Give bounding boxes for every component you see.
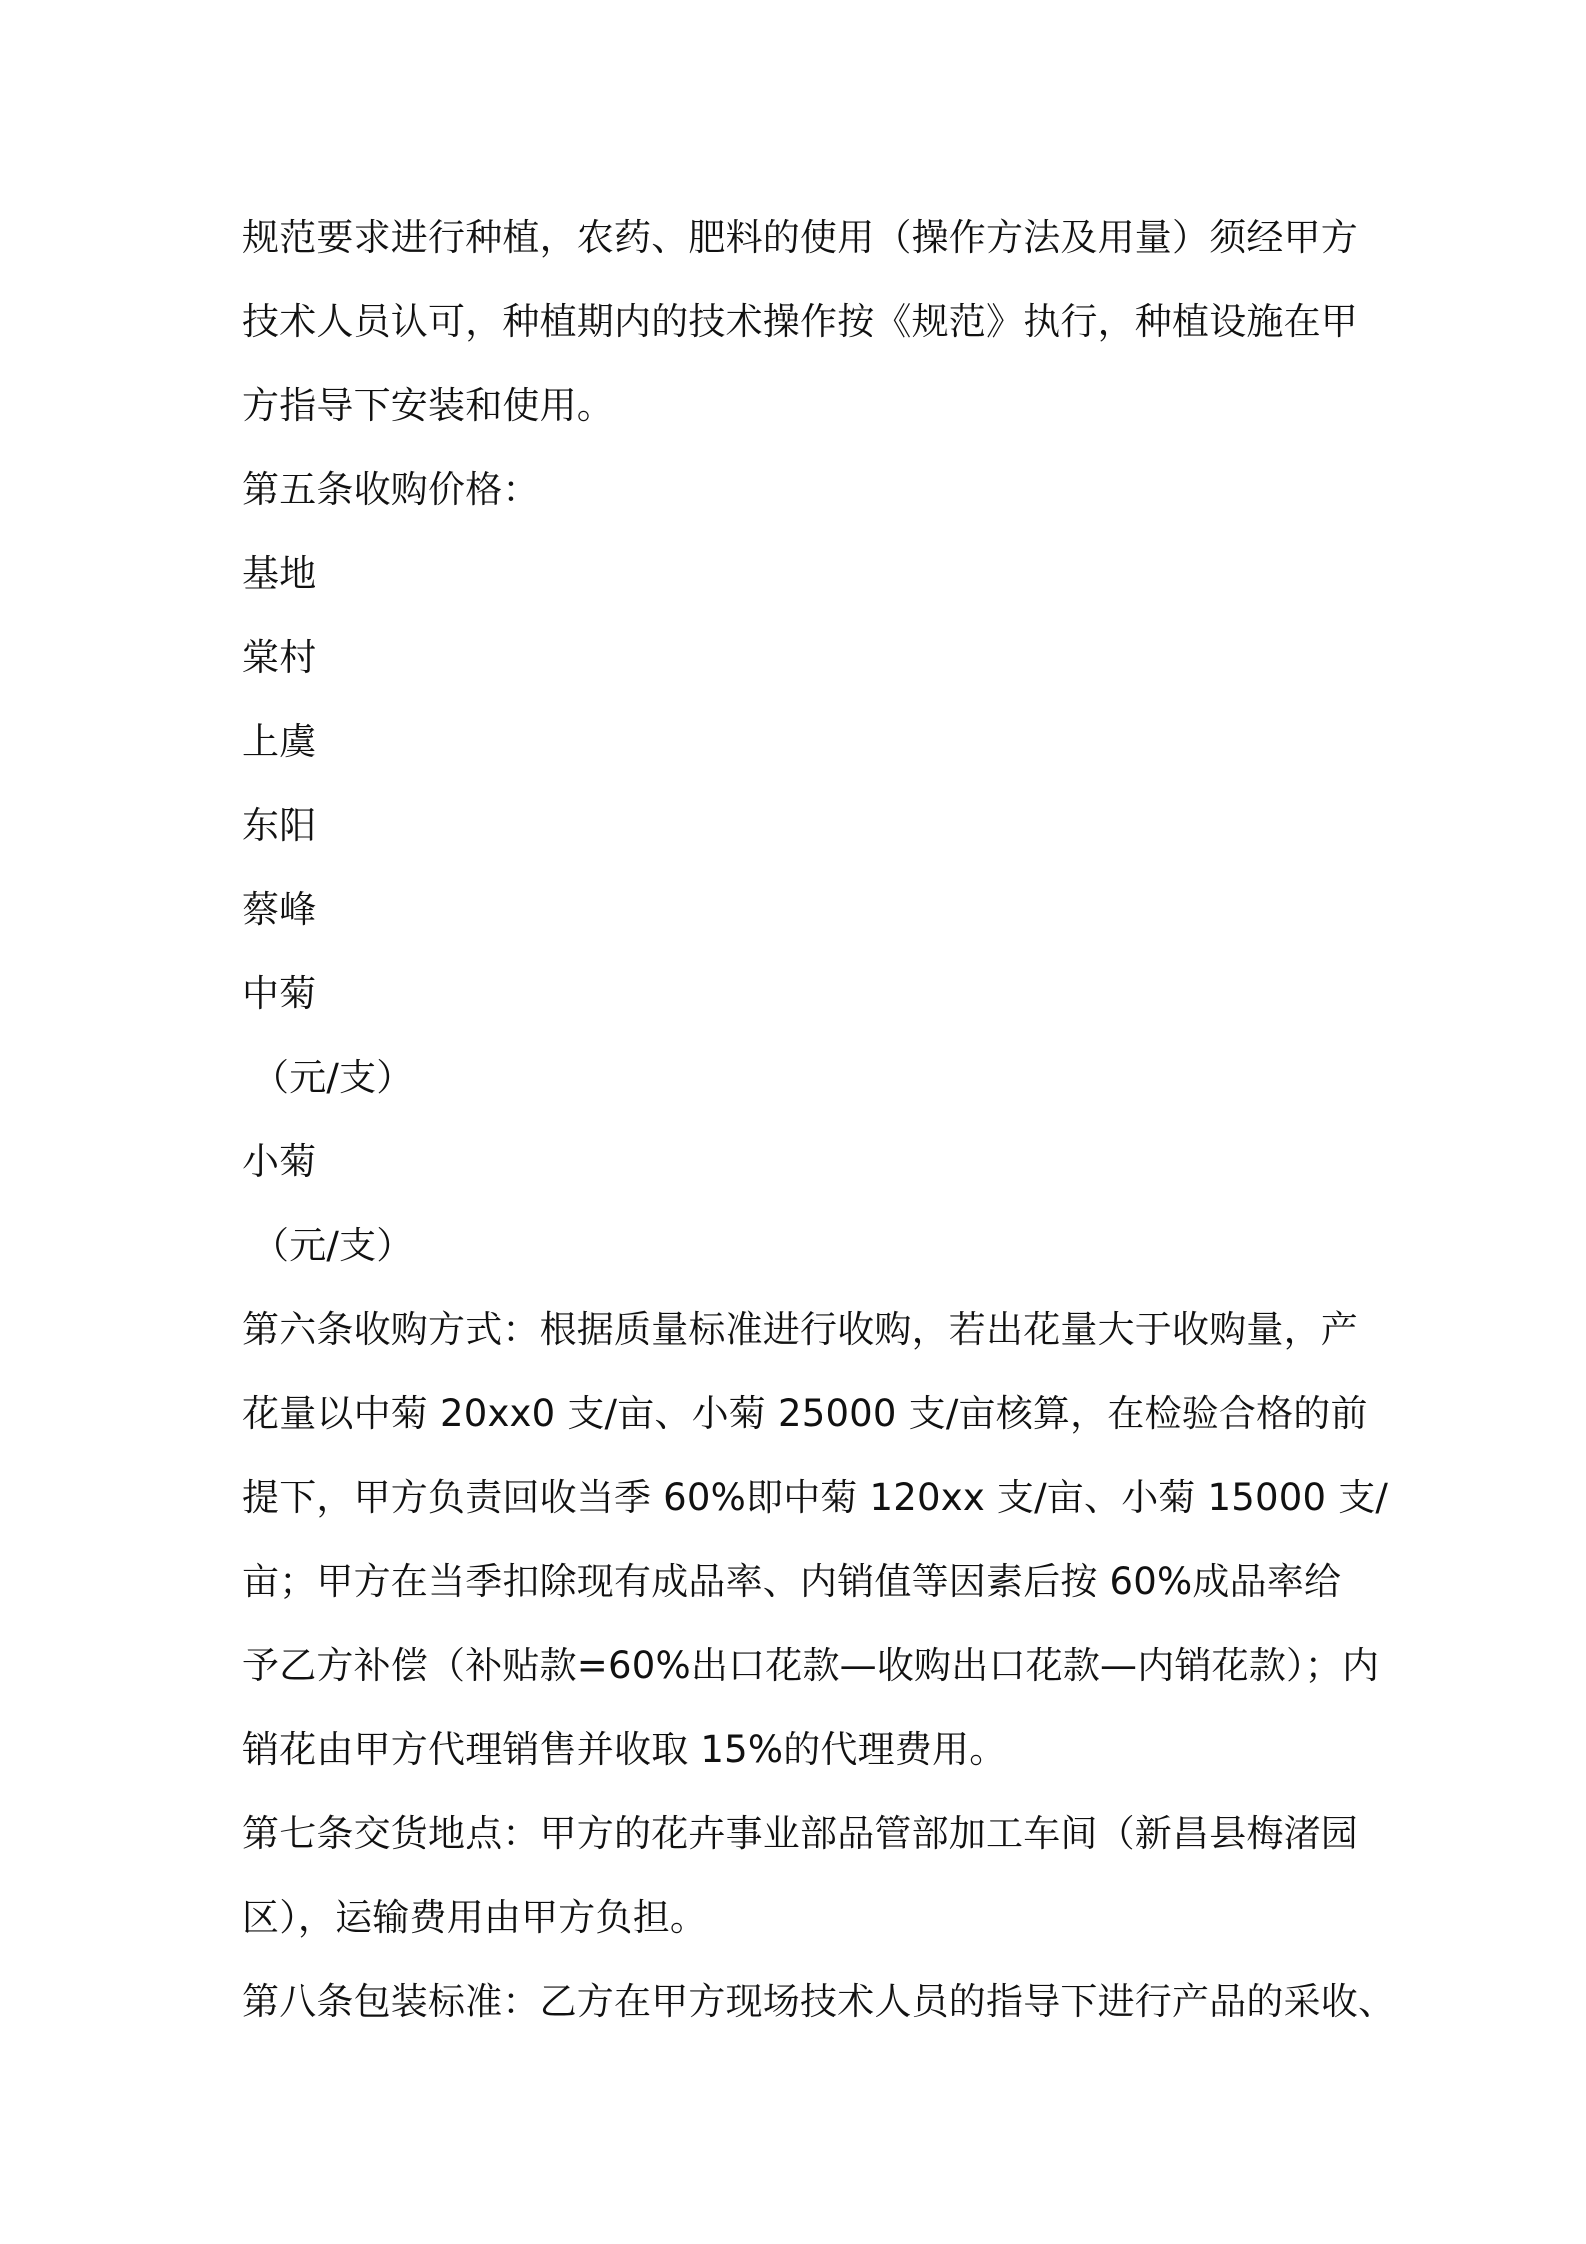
- price-table-label: 东阳: [242, 804, 317, 847]
- text-line: 亩；甲方在当季扣除现有成品率、内销值等因素后按 60%成品率给: [242, 1560, 1342, 1603]
- text-line: 提下，甲方负责回收当季 60%即中菊 120xx 支/亩、小菊 15000 支/: [242, 1476, 1389, 1519]
- section-heading-article-7: 第七条交货地点：甲方的花卉事业部品管部加工车间（新昌县梅渚园: [242, 1812, 1358, 1855]
- text-line: 技术人员认可，种植期内的技术操作按《规范》执行，种植设施在甲: [242, 300, 1358, 343]
- section-heading-article-5: 第五条收购价格：: [242, 468, 540, 511]
- price-unit-label: （元/支）: [252, 1056, 414, 1099]
- text-line: 规范要求进行种植，农药、肥料的使用（操作方法及用量）须经甲方: [242, 216, 1358, 259]
- text-line: 方指导下安装和使用。: [242, 384, 614, 427]
- section-heading-article-8: 第八条包装标准：乙方在甲方现场技术人员的指导下进行产品的采收、: [242, 1980, 1396, 2023]
- text-line: 销花由甲方代理销售并收取 15%的代理费用。: [242, 1728, 1007, 1771]
- price-table-label: 棠村: [242, 636, 317, 679]
- text-line: 花量以中菊 20xx0 支/亩、小菊 25000 支/亩核算，在检验合格的前: [242, 1392, 1368, 1435]
- section-heading-article-6: 第六条收购方式：根据质量标准进行收购，若出花量大于收购量，产: [242, 1308, 1358, 1351]
- text-line: 区），运输费用由甲方负担。: [242, 1896, 708, 1939]
- price-table-label: 小菊: [242, 1140, 317, 1183]
- price-unit-label: （元/支）: [252, 1224, 414, 1267]
- price-table-label: 上虞: [242, 720, 317, 763]
- price-table-label: 基地: [242, 552, 317, 595]
- document-body: [242, 196, 1396, 2044]
- price-table-label: 蔡峰: [242, 888, 317, 931]
- text-line: 予乙方补偿（补贴款=60%出口花款—收购出口花款—内销花款）；内: [242, 1644, 1380, 1687]
- price-table-label: 中菊: [242, 972, 317, 1015]
